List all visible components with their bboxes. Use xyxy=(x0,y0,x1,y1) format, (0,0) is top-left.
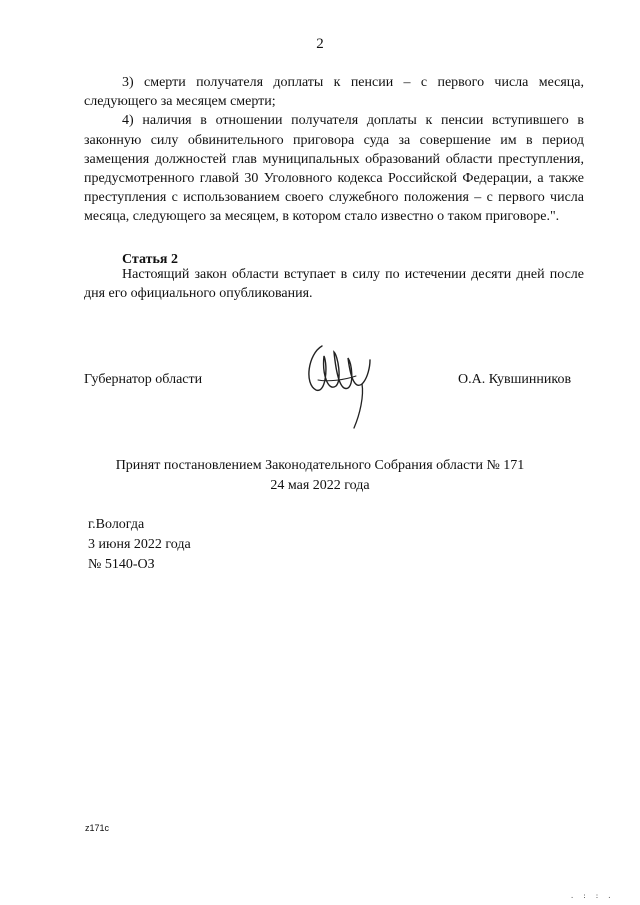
article-heading: Статья 2 xyxy=(122,252,178,267)
paragraph-item-4: 4) наличия в отношении получателя доплаты к пенсии вступившего в законную силу обвинительного приговора суда за совершение им в период замещения должностей глав муниципальных образований области преступления, предусмотренного главой 30 Уголовного кодекса Российской Федерации, а также преступления с использованием своего служебного положения – с первого числа месяца, следующего за месяцем, в котором стало известно о таком приговоре.". xyxy=(84,113,584,225)
scan-specks: . : : . xyxy=(570,892,614,900)
signing-date: 3 июня 2022 года xyxy=(88,537,191,552)
governor-title: Губернатор области xyxy=(84,372,203,387)
adoption-note xyxy=(0,456,640,495)
paragraph-item-3: 3) смерти получателя доплаты к пенсии – с первого числа месяца, следующего за месяцем смерти; xyxy=(84,75,584,110)
place-date-block xyxy=(88,515,191,575)
adoption-date: 24 мая 2022 года xyxy=(270,477,370,493)
adoption-line: Принят постановлением Законодательного Собрания области № 171 xyxy=(115,458,525,473)
city: г.Вологда xyxy=(88,517,145,532)
document-id: z171c xyxy=(85,823,110,833)
article-text: Настоящий закон области вступает в силу по истечении десяти дней после дня его официального опубликования. xyxy=(84,267,584,302)
signature-icon xyxy=(298,336,378,432)
law-number: № 5140-ОЗ xyxy=(88,557,155,572)
handwritten-signature xyxy=(298,336,378,437)
page-number: 2 xyxy=(316,36,324,52)
governor-name: О.А. Кувшинников xyxy=(458,372,572,387)
law-text-continuation xyxy=(84,73,584,227)
